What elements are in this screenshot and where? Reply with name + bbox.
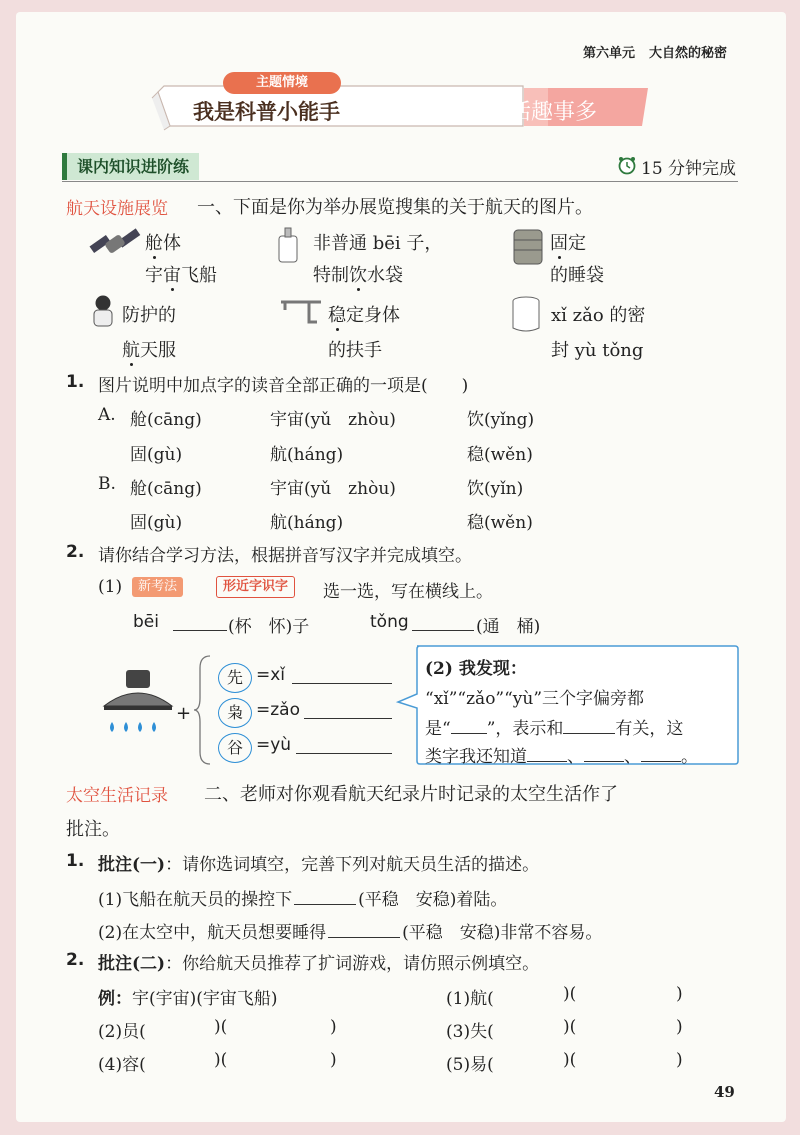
item-6-line-2: 封 yù tǒng	[551, 340, 644, 361]
item-4-line-2: 航天服	[122, 340, 176, 361]
option-b-5: 航(háng)	[270, 513, 344, 533]
part2-title-line-2: 批注。	[66, 819, 120, 840]
char-circle-3: 谷	[218, 733, 252, 763]
container-icon	[510, 294, 542, 334]
shower-icon	[100, 666, 176, 746]
tong-blank[interactable]	[412, 614, 474, 631]
option-b-label[interactable]: B.	[98, 474, 116, 494]
option-b-4: 固(gù)	[130, 513, 183, 533]
q1-number: 1.	[66, 372, 85, 392]
option-a-2: 宇宙(yǔ zhòu)	[270, 410, 396, 430]
tong-options: (通 桶)	[476, 617, 541, 637]
q2-sub1-number: (1)	[98, 577, 123, 597]
water-bag-icon	[273, 226, 303, 266]
blank-sentence-1[interactable]	[294, 888, 356, 905]
item-3-line-2: 的睡袋	[550, 265, 604, 286]
p2q1-line: 批注(一)：请你选词填空，完善下列对航天员生活的描述。	[98, 855, 540, 875]
item-2-end: )	[330, 1017, 337, 1037]
zao-blank[interactable]	[304, 702, 392, 719]
item-2-mid: )(	[214, 1017, 228, 1037]
part1-title: 一、下面是你为举办展览搜集的关于航天的图片。	[197, 197, 593, 218]
handrail-icon	[277, 296, 325, 328]
part2-title-line-1: 二、老师对你观看航天纪录片时记录的太空生活作了	[204, 784, 618, 805]
item-6-line-1: xǐ zǎo 的密	[551, 305, 646, 326]
option-b-3: 饮(yǐn)	[467, 479, 524, 499]
new-method-badge: 新考法	[132, 577, 183, 597]
part2-tag: 太空生活记录	[66, 786, 168, 806]
plus-sign: +	[176, 703, 192, 724]
item-3-mid: )(	[563, 1017, 577, 1037]
option-a-3: 饮(yǐng)	[467, 410, 535, 430]
item-5-line-1: 稳定身体	[328, 305, 400, 326]
item-2-yuan: (2)员(	[98, 1022, 146, 1042]
section-title: 课内知识进阶练	[62, 153, 199, 180]
section-divider	[62, 181, 738, 182]
item-1-line-2: 宇宙飞船	[145, 265, 217, 286]
tong-pinyin: tǒng	[370, 612, 409, 632]
item-5-yi: (5)易(	[446, 1055, 494, 1075]
item-5-end: )	[676, 1050, 683, 1070]
option-a-6: 稳(wěn)	[467, 445, 533, 465]
bubble-line-3: 类字我还知道 、 、 。	[425, 747, 698, 767]
bei-pinyin: bēi	[133, 612, 159, 632]
p2q1-sentence-2: (2)在太空中，航天员想要睡得 (平稳 安稳)非常不容易。	[98, 923, 603, 943]
item-1-hang: (1)航(	[446, 989, 494, 1009]
theme-badge: 主题情境	[223, 72, 341, 94]
bubble-title: (2) 我发现：	[425, 659, 527, 679]
bubble-line-2: 是“ ”，表示和 有关，这	[425, 719, 684, 739]
option-a-4: 固(gù)	[130, 445, 183, 465]
item-1-end: )	[676, 984, 683, 1004]
clock-icon	[617, 155, 637, 175]
method-badge: 形近字识字	[216, 576, 295, 598]
example-line: 例：宇(宇宙)(宇宙飞船)	[98, 989, 278, 1009]
yu-blank[interactable]	[296, 737, 392, 754]
item-1-mid: )(	[563, 984, 577, 1004]
pinyin-xi: =xǐ	[256, 665, 286, 685]
item-3-end: )	[676, 1017, 683, 1037]
pinyin-zao: =zǎo	[256, 700, 300, 720]
xi-blank[interactable]	[292, 667, 392, 684]
q1-text: 图片说明中加点字的读音全部正确的一项是( )	[98, 376, 469, 396]
item-3-shi: (3)失(	[446, 1022, 494, 1042]
item-5-mid: )(	[563, 1050, 577, 1070]
meaning-blank[interactable]	[563, 717, 615, 734]
lesson-title: 18 太空生活趣事多	[408, 100, 597, 125]
option-b-1: 舱(cāng)	[130, 479, 202, 499]
option-a-5: 航(háng)	[270, 445, 344, 465]
radical-blank[interactable]	[451, 717, 487, 734]
p2q1-number: 1.	[66, 851, 85, 871]
item-4-rong: (4)容(	[98, 1055, 146, 1075]
option-b-6: 稳(wěn)	[467, 513, 533, 533]
spacecraft-icon	[88, 226, 146, 266]
bei-blank[interactable]	[173, 614, 227, 631]
brace-icon	[192, 654, 212, 766]
bei-options: (杯 怀)子	[228, 617, 310, 637]
char-circle-2: 枭	[218, 698, 252, 728]
sleeping-bag-icon	[510, 226, 546, 268]
option-a-1: 舱(cāng)	[130, 410, 202, 430]
time-label: 15 分钟完成	[641, 159, 737, 179]
item-5-line-2: 的扶手	[328, 340, 382, 361]
bubble-line-1: “xǐ”“zǎo”“yù”三个字偏旁都	[425, 689, 645, 709]
example-blank-2[interactable]	[584, 745, 624, 762]
option-b-2: 宇宙(yǔ zhòu)	[270, 479, 396, 499]
p2q1-sentence-1: (1)飞船在航天员的操控下 (平稳 安稳)着陆。	[98, 890, 508, 910]
pinyin-yu: =yù	[256, 735, 292, 755]
q2-text: 请你结合学习方法，根据拼音写汉字并完成填空。	[98, 546, 472, 566]
p2q2-line: 批注(二)：你给航天员推荐了扩词游戏，请仿照示例填空。	[98, 954, 540, 974]
item-4-end: )	[330, 1050, 337, 1070]
item-3-line-1: 固定	[550, 233, 586, 254]
example-blank-3[interactable]	[641, 745, 681, 762]
blank-sentence-2[interactable]	[328, 921, 400, 938]
unit-title: 大自然的秘密	[649, 46, 728, 61]
item-4-mid: )(	[214, 1050, 228, 1070]
astronaut-icon	[88, 294, 118, 330]
item-2-line-1: 非普通 bēi 子，	[313, 233, 443, 254]
q2-number: 2.	[66, 542, 85, 562]
example-blank-1[interactable]	[527, 745, 567, 762]
item-1-line-1: 舱体	[145, 233, 181, 254]
part1-tag: 航天设施展览	[66, 199, 168, 219]
theme-title: 我是科普小能手	[193, 100, 340, 124]
item-4-line-1: 防护的	[122, 305, 176, 326]
option-a-label[interactable]: A.	[98, 405, 116, 425]
page-number: 49	[714, 1083, 735, 1101]
p2q2-number: 2.	[66, 950, 85, 970]
char-circle-1: 先	[218, 663, 252, 693]
q2-sub1-text: 选一选，写在横线上。	[323, 582, 493, 602]
item-2-line-2: 特制饮水袋	[313, 265, 403, 286]
unit-label: 第六单元	[583, 46, 636, 61]
